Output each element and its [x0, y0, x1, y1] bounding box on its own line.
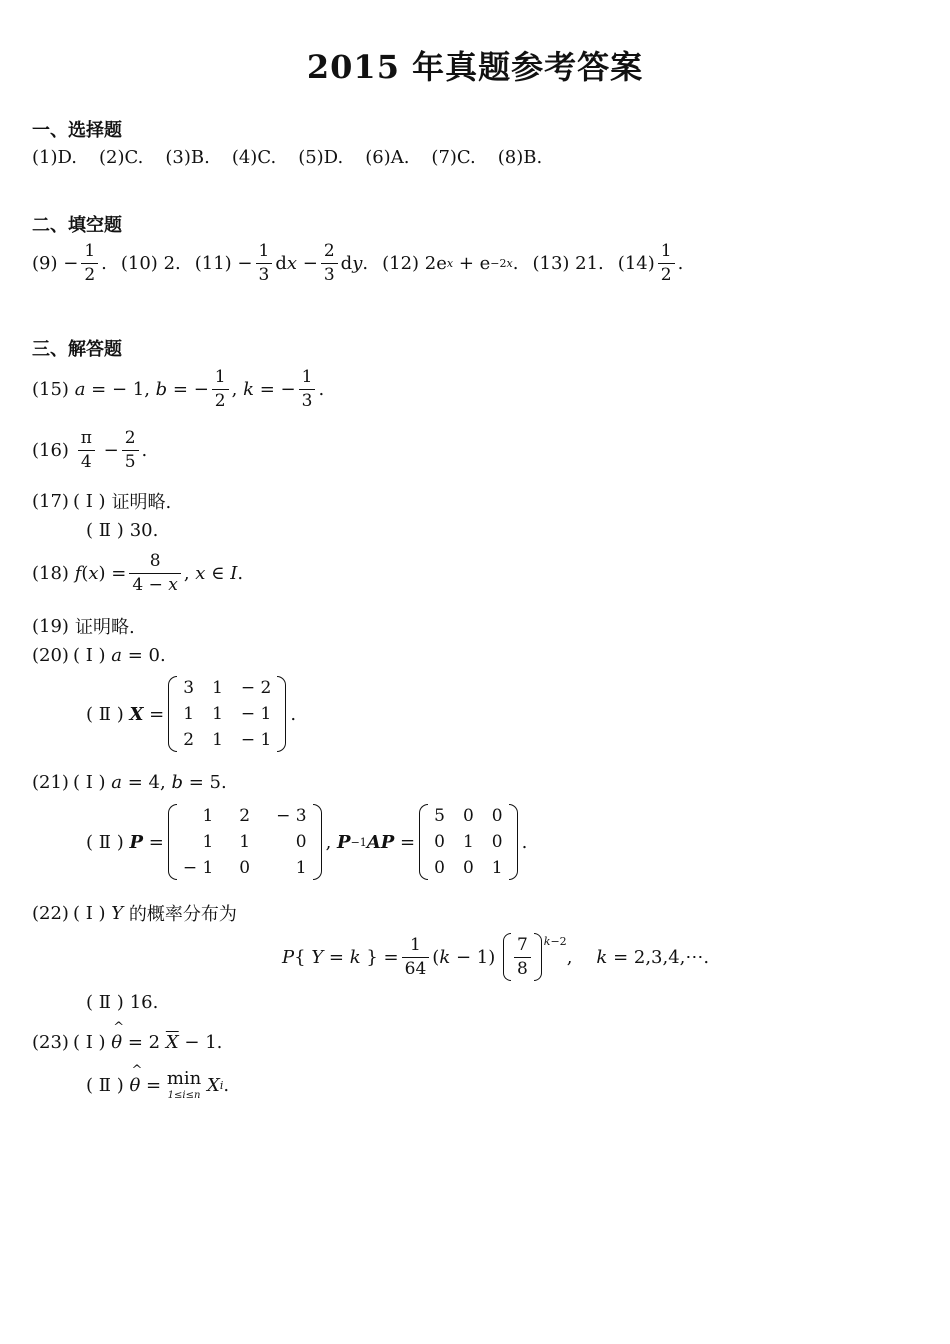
choice-item: (4)C.	[231, 147, 277, 168]
choice-item: (7)C.	[431, 147, 476, 168]
fraction: $\frac{2}{3}$	[321, 243, 338, 284]
q9-label: (9)	[32, 253, 58, 274]
distribution-text: 的概率分布为	[128, 904, 237, 925]
q20-label: (20)	[32, 645, 69, 666]
q13-value: 21.	[575, 253, 604, 274]
choice-item: (8)B.	[497, 147, 543, 168]
part-label: ( Ⅰ )	[72, 772, 106, 793]
choice-answers	[32, 147, 542, 168]
part-label: ( Ⅰ )	[72, 490, 106, 512]
part-label: ( Ⅱ )	[86, 1075, 124, 1096]
page-title: 2015 年真题参考答案	[306, 48, 644, 86]
answer-23-part1: (23) ( Ⅰ ) ^ θ = 2 $\overline{X}$ − 1.	[32, 1032, 222, 1053]
fill-answers: (9) − $\frac{1}{2}$ . (10) 2. (11) − $\frac{1}{3}$ d x − $\frac{2}{3}$ d y . (12) 2e x + e −2x . (13) 21. (14) $\frac{1}{2}$ .	[32, 241, 684, 285]
q14-label: (14)	[617, 253, 655, 274]
part-label: ( Ⅱ )	[86, 703, 124, 725]
q19-label: (19)	[32, 615, 69, 637]
section-heading-choice: 一、选择题	[32, 120, 122, 141]
q18-label: (18)	[32, 563, 69, 584]
fraction: $\frac{1}{3}$	[299, 369, 316, 410]
answer-23-part2: ( Ⅱ ) ^ θ = min 1≤i≤n X i .	[86, 1070, 229, 1101]
fraction: $\frac{\pi}{4}$	[78, 430, 95, 471]
matrix-x: 3 1 − 2 1 1 − 1 2 1 − 1	[168, 676, 286, 752]
answer-22-part1: (22) ( Ⅰ ) Y 的概率分布为	[32, 900, 237, 926]
answer-17-part1	[32, 488, 171, 514]
min-operator: min 1≤i≤n	[166, 1068, 202, 1101]
answer-18: (18) f ( x ) = $\frac{8}{4 - x}$ , x ∈ I .	[32, 551, 244, 595]
matrix-diagonal: 5 0 0 0 1 0 0 0 1	[419, 804, 517, 880]
distribution-formula: P { Y = k } = $\frac{1}{64}$ ( k − 1) $\frac{7}{8}$ $^{k -2}$ , k = 2,3,4,⋯.	[282, 933, 709, 981]
proof-text: 证明略.	[74, 617, 135, 638]
q10-value: 2.	[163, 253, 181, 274]
fraction: $\frac{1}{2}$	[658, 243, 675, 284]
choice-item: (5)D.	[298, 147, 344, 168]
proof-text: 证明略.	[111, 492, 172, 513]
q16-label: (16)	[32, 440, 69, 461]
q23-label: (23)	[32, 1032, 69, 1053]
answer-19	[32, 613, 135, 639]
answer-value: 30.	[129, 520, 159, 541]
q12-label: (12)	[382, 253, 420, 274]
answer-16: (16) $\frac{\pi}{4}$ − $\frac{2}{5}$ .	[32, 428, 148, 472]
fraction: $\frac{7}{8}$	[514, 937, 531, 978]
fraction: $\frac{1}{2}$	[212, 369, 229, 410]
answer-value: 16.	[129, 992, 159, 1013]
q10-label: (10)	[120, 253, 158, 274]
part-label: ( Ⅰ )	[72, 902, 106, 924]
fraction: $\frac{1}{2}$	[81, 243, 98, 284]
fraction: $\frac{2}{5}$	[122, 430, 139, 471]
part-label: ( Ⅱ )	[86, 520, 124, 541]
q21-label: (21)	[32, 772, 69, 793]
answer-20-part1: (20) ( Ⅰ ) a = 0.	[32, 645, 166, 666]
answer-21-part2: ( Ⅱ ) P = 1 2 − 3 1 1 0 − 1 0 1 , P −1 AP = 5 0 0 0 1 0 0 0 1 .	[86, 806, 528, 878]
fraction: $\frac{1}{3}$	[256, 243, 273, 284]
answer-21-part1: (21) ( Ⅰ ) a = 4, b = 5.	[32, 772, 227, 793]
choice-item: (1)D.	[32, 147, 78, 168]
fraction: $\frac{8}{4 - x}$	[129, 553, 180, 594]
answer-15: (15) a = − 1, b = − $\frac{1}{2}$ , k = − $\frac{1}{3}$ .	[32, 367, 325, 411]
choice-item: (6)A.	[365, 147, 410, 168]
answer-20-part2: ( Ⅱ ) X = 3 1 − 2 1 1 − 1 2 1 − 1 .	[86, 678, 297, 750]
q11-label: (11)	[194, 253, 232, 274]
section-heading-fill: 二、填空题	[32, 215, 122, 236]
choice-item: (3)B.	[165, 147, 210, 168]
q22-label: (22)	[32, 902, 69, 924]
answer-22-part2	[86, 992, 158, 1013]
part-label: ( Ⅱ )	[86, 992, 124, 1013]
part-label: ( Ⅰ )	[72, 645, 106, 666]
q15-label: (15)	[32, 379, 69, 400]
fraction: $\frac{1}{64}$	[402, 937, 430, 978]
part-label: ( Ⅰ )	[72, 1032, 106, 1053]
choice-item: (2)C.	[99, 147, 144, 168]
q17-label: (17)	[32, 490, 69, 512]
section-heading-solutions: 三、解答题	[32, 339, 122, 360]
matrix-p: 1 2 − 3 1 1 0 − 1 0 1	[168, 804, 322, 880]
part-label: ( Ⅱ )	[86, 831, 124, 853]
q13-label: (13)	[532, 253, 570, 274]
answer-17-part2	[86, 520, 158, 541]
